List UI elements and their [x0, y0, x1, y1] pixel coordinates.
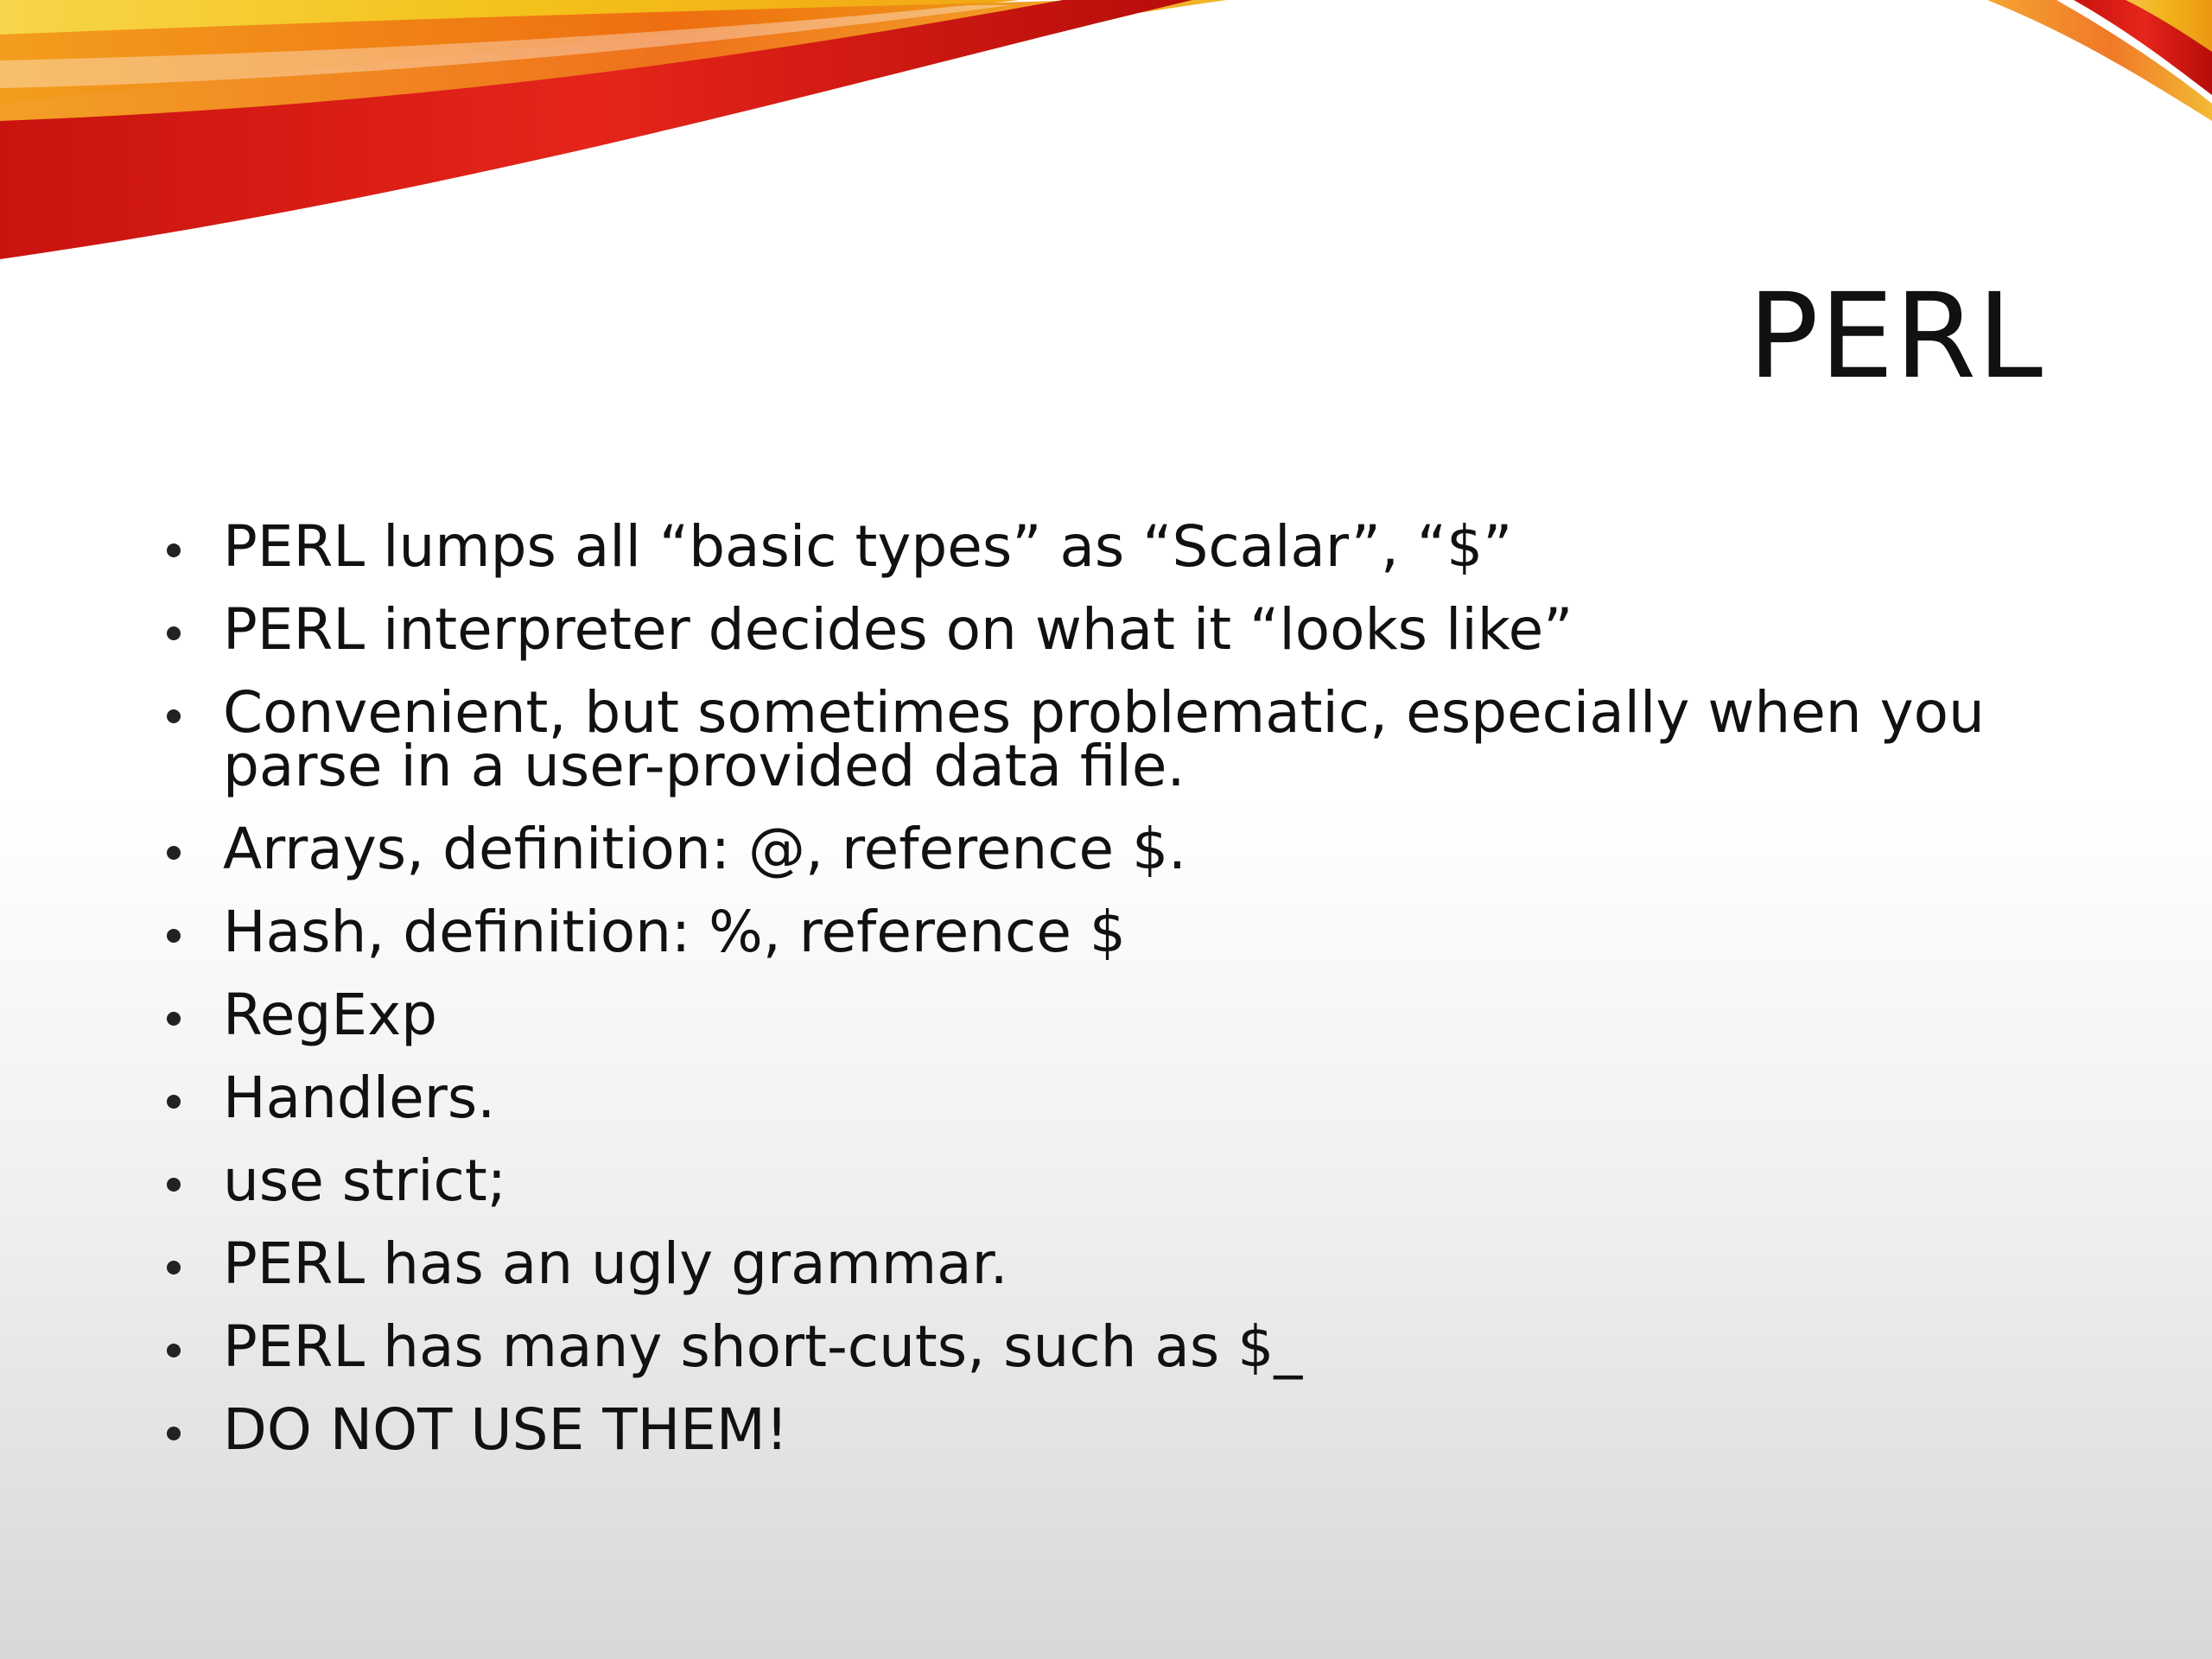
bullet-dot-icon	[167, 543, 181, 557]
bullet-text: RegExp	[223, 982, 438, 1048]
bullet-dot-icon	[167, 1427, 181, 1440]
bullet-text: Convenient, but sometimes problematic, especially when you parse in a user-provided data file.	[223, 679, 1985, 799]
bullet-item	[160, 1230, 2009, 1297]
slide-title: PERL	[1747, 269, 2044, 405]
bullet-dot-icon	[167, 1095, 181, 1109]
bullet-dot-icon	[167, 1178, 181, 1192]
bullet-list	[160, 513, 2009, 1486]
bullet-item	[160, 1065, 2009, 1131]
bullet-item	[160, 816, 2009, 882]
bullet-item	[160, 899, 2009, 965]
bullet-dot-icon	[167, 1012, 181, 1026]
bullet-text: Handlers.	[223, 1065, 496, 1131]
bullet-item	[160, 1313, 2009, 1380]
bullet-dot-icon	[167, 1344, 181, 1357]
bullet-item	[160, 513, 2009, 580]
bullet-item	[160, 596, 2009, 663]
bullet-text: DO NOT USE THEM!	[223, 1396, 789, 1463]
bullet-item	[160, 982, 2009, 1048]
decorative-swoosh-banner	[0, 0, 2212, 276]
bullet-dot-icon	[167, 709, 181, 723]
bullet-text: PERL interpreter decides on what it “looks like”	[223, 596, 1573, 663]
bullet-item	[160, 1396, 2009, 1463]
bullet-text: PERL lumps all “basic types” as “Scalar”, “$”	[223, 513, 1513, 580]
bullet-dot-icon	[167, 1261, 181, 1274]
bullet-dot-icon	[167, 929, 181, 943]
bullet-dot-icon	[167, 846, 181, 860]
bullet-text: use strict;	[223, 1147, 506, 1214]
bullet-item	[160, 1147, 2009, 1214]
bullet-dot-icon	[167, 626, 181, 640]
bullet-text: PERL has many short-cuts, such as $_	[223, 1313, 1303, 1380]
bullet-text: Arrays, definition: @, reference $.	[223, 816, 1187, 882]
bullet-item	[160, 679, 2009, 799]
bullet-text: PERL has an ugly grammar.	[223, 1230, 1008, 1297]
bullet-text: Hash, definition: %, reference $	[223, 899, 1126, 965]
